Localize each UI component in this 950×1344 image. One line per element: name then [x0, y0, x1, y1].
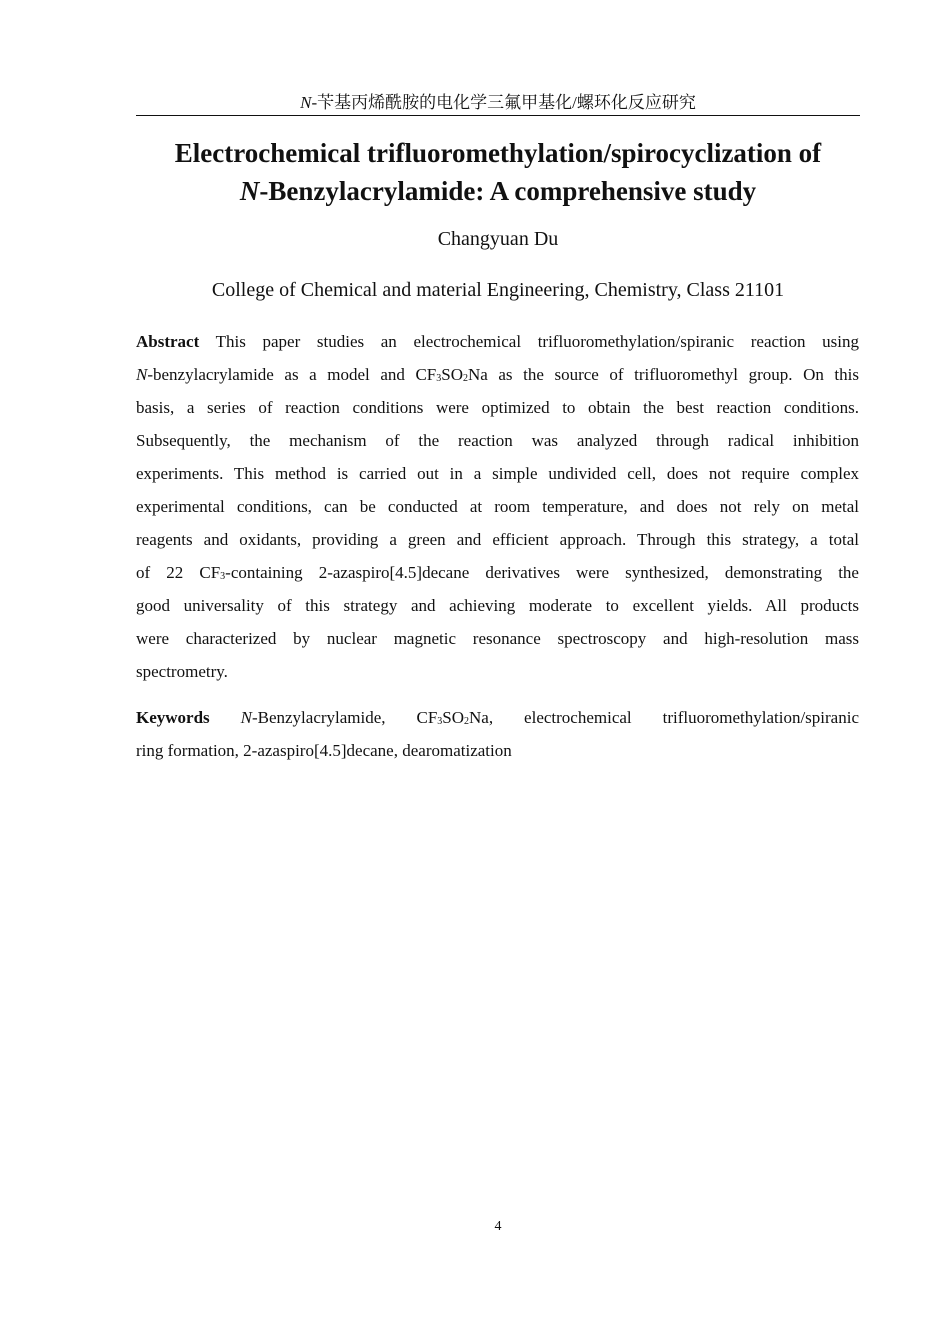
abstract-line-8 [136, 556, 859, 589]
keywords-text-1c: Na, electrochemical trifluoromethylation/spiranic [469, 708, 859, 727]
abstract-text-1: This paper studies an electrochemical trifluoromethylation/spiranic reaction using [215, 332, 859, 351]
header-rule [136, 115, 860, 116]
abstract-line-11: spectrometry. [136, 662, 228, 681]
keywords-paragraph [136, 701, 859, 767]
keywords-sub-3: 3 [437, 716, 443, 727]
page-number: 4 [494, 1219, 502, 1234]
title-line-2-rest: -Benzylacrylamide: A comprehensive study [259, 176, 757, 206]
abstract-line-7: reagents and oxidants, providing a green and efficient approach. Through this strategy, a total [136, 530, 859, 549]
keywords-italic-n: N [240, 708, 252, 727]
running-header [136, 92, 860, 114]
abstract-line-1 [136, 325, 859, 358]
abstract-line-5: experiments. This method is carried out in a simple undivided cell, does not require complex [136, 464, 859, 483]
abstract-line-3: basis, a series of reaction conditions were optimized to obtain the best reaction conditions. [136, 398, 859, 417]
abstract-line-9: good universality of this strategy and achieving moderate to excellent yields. All products [136, 596, 859, 615]
keywords-line-2: ring formation, 2-azaspiro[4.5]decane, dearomatization [136, 741, 512, 760]
abstract-text-2b: SO [441, 365, 463, 384]
keywords-text-1b: SO [442, 708, 465, 727]
abstract-text-2c: Na as the source of trifluoromethyl group. On this [467, 365, 859, 384]
author-name: Changyuan Du [437, 228, 559, 250]
abstract-line-4: Subsequently, the mechanism of the reaction was analyzed through radical inhibition [136, 431, 859, 450]
abstract-text-8b: -containing 2-azaspiro[4.5]decane derivatives were synthesized, demonstrating the [225, 563, 859, 582]
abstract-sub-2: 2 [462, 373, 468, 384]
keywords-text-1a: -Benzylacrylamide, CF [251, 708, 438, 727]
header-italic-n: N [300, 93, 312, 112]
abstract-paragraph [136, 325, 859, 688]
abstract-label: Abstract [136, 332, 200, 351]
abstract-line-2 [136, 358, 859, 391]
abstract-text-8a: of 22 CF [136, 563, 221, 582]
abstract-line-10: were characterized by nuclear magnetic resonance spectroscopy and high-resolution mass [136, 629, 859, 648]
author-affiliation: College of Chemical and material Engineering, Chemistry, Class 21101 [211, 279, 785, 301]
abstract-text-2a: -benzylacrylamide as a model and CF [147, 365, 437, 384]
abstract-italic-n: N [136, 365, 148, 384]
abstract-line-6: experimental conditions, can be conducted at room temperature, and does not rely on metal [136, 497, 859, 516]
header-text: -苄基丙烯酰胺的电化学三氟甲基化/螺环化反应研究 [311, 93, 696, 112]
title-line-2 [120, 172, 876, 210]
keywords-label: Keywords [136, 708, 210, 727]
keywords-line-1 [136, 701, 859, 734]
abstract-sub-3b: 3 [220, 571, 226, 582]
paper-title [120, 134, 876, 210]
keywords-sub-2: 2 [464, 716, 470, 727]
title-italic-n: N [239, 176, 260, 206]
abstract-sub-3: 3 [436, 373, 442, 384]
title-line-1: Electrochemical trifluoromethylation/spirocyclization of [174, 138, 822, 168]
